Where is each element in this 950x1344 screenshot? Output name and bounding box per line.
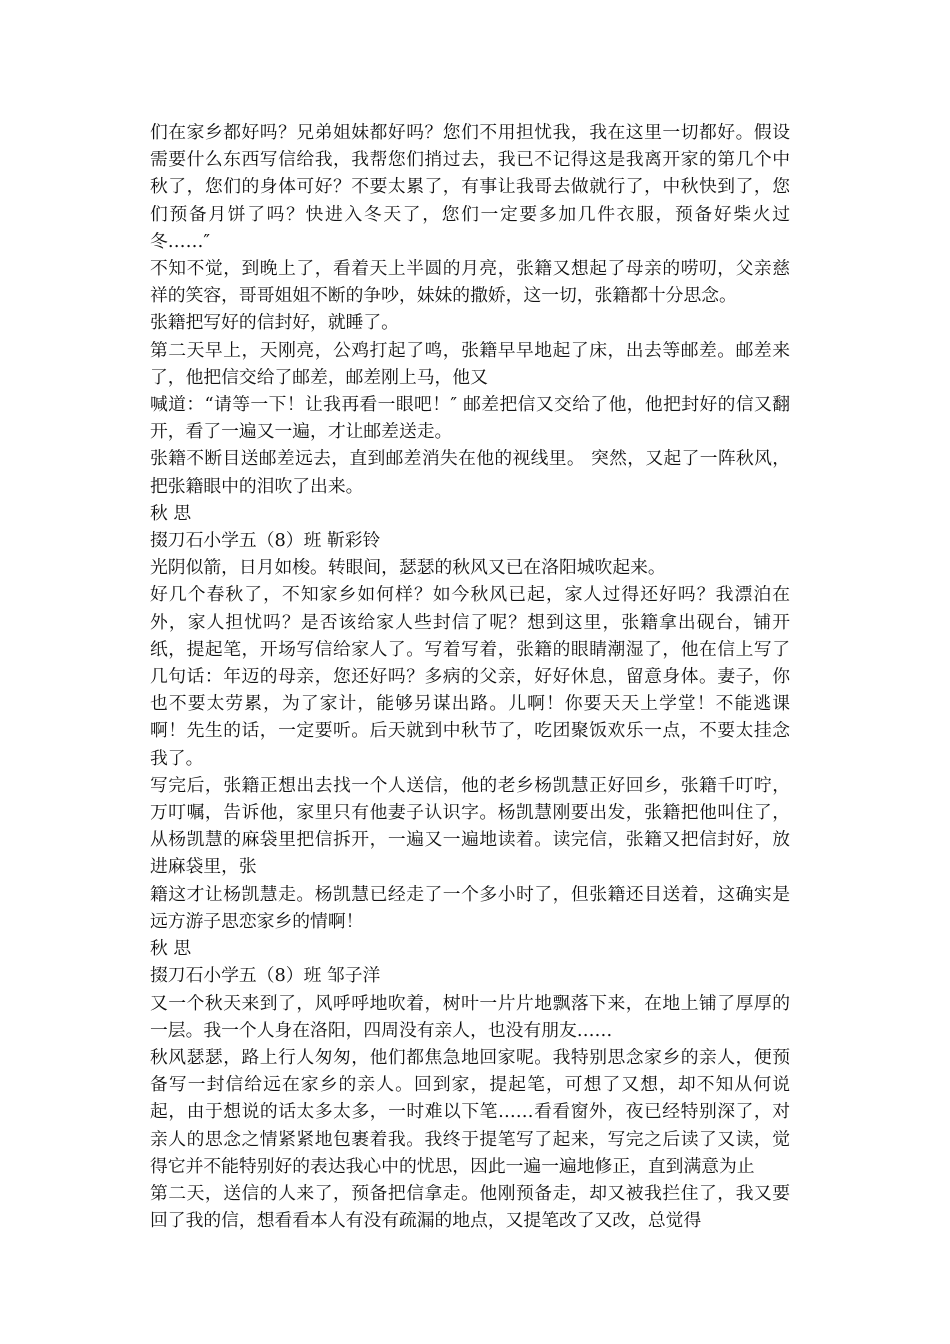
paragraph-letter-end: 们在家乡都好吗？兄弟姐妹都好吗？您们不用担忧我，我在这里一切都好。假设需要什么东西写信给我，我帮您们捎过去，我已不记得这是我离开家的第几个中秋了，您们的身体可好？不要太累了，有事让我哥去做就行了，中秋快到了，您们预备月饼了吗？快进入冬天了，您们一定要多加几件衣服，预备好柴火过冬……″ [150,122,790,252]
essay-author: 掇刀石小学五（8）班 邹子洋 [150,965,381,987]
paragraph-seal-letter: 张籍把写好的信封好，就睡了。 [150,312,399,334]
paragraph-opening: 光阴似箭，日月如梭。转眼间，瑟瑟的秋风又已在洛阳城吹起来。 [150,557,666,579]
document-page [150,119,790,1234]
essay-title: 秋 思 [150,502,192,524]
paragraph-missing-family: 秋风瑟瑟，路上行人匆匆，他们都焦急地回家呢。我特别思念家乡的亲人，便预备写一封信给远在家乡的亲人。回到家，提起笔，可想了又想，却不知从何说起，由于想说的话太多太多，一时难以下笔……看看窗外，夜已经特别深了，对亲人的思念之情紧紧地包裹着我。我终于提笔写了起来，写完之后读了又读，觉得它并不能特别好的表达我心中的忧思，因此一遍一遍地修正，直到满意为止 [150,1046,790,1177]
paragraph-shout: 喊道：“请等一下！让我再看一眼吧！″ 邮差把信又交给了他，他把封好的信又翻开，看了一遍又一遍，才让邮差送走。 [150,394,790,443]
paragraph-send-letter: 写完后，张籍正想出去找一个人送信，他的老乡杨凯慧正好回乡，张籍千叮咛，万叮嘱，告诉他，家里只有他妻子认识字。杨凯慧刚要出发，张籍把他叫住了，从杨凯慧的麻袋里把信拆开，一遍又一遍地读着。读完信，张籍又把信封好，放进麻袋里，张 [150,774,790,878]
paragraph-watch-leave: 籍这才让杨凯慧走。杨凯慧已经走了一个多小时了，但张籍还目送着，这确实是远方游子思恋家乡的情啊！ [150,883,790,932]
paragraph-autumn-arrives: 又一个秋天来到了，风呼呼地吹着，树叶一片片地飘落下来，在地上铺了厚厚的一层。我一个人身在洛阳，四周没有亲人，也没有朋友…… [150,992,790,1041]
paragraph-next-morning: 第二天早上，天刚亮，公鸡打起了鸣，张籍早早地起了床，出去等邮差。邮差来了，他把信交给了邮差，邮差刚上马，他又 [150,339,790,388]
paragraph-farewell: 张籍不断目送邮差远去，直到邮差消失在他的视线里。 突然，又起了一阵秋风，把张籍眼中的泪吹了出来。 [150,448,790,497]
paragraph-letter-writing: 好几个春秋了，不知家乡如何样？如今秋风已起，家人过得还好吗？我漂泊在外，家人担忧吗？是否该给家人些封信了呢？想到这里，张籍拿出砚台，铺开纸，提起笔，开场写信给家人了。写着写着，张籍的眼睛潮湿了，他在信上写了几句话：年迈的母亲，您还好吗？多病的父亲，好好休息，留意身体。妻子，你也不要太劳累，为了家计，能够另谋出路。儿啊！你要天天上学堂！不能逃课啊！先生的话，一定要听。后天就到中秋节了，吃团聚饭欢乐一点，不要太挂念我了。 [150,584,790,769]
paragraph-second-day: 第二天，送信的人来了，预备把信拿走。他刚预备走，却又被我拦住了，我又要回了我的信，想看看本人有没有疏漏的地点，又提笔改了又改，总觉得 [150,1182,790,1232]
essay-title: 秋 思 [150,938,192,960]
essay-author: 掇刀石小学五（8）班 靳彩铃 [150,530,381,552]
paragraph-evening: 不知不觉，到晚上了，看着天上半圆的月亮，张籍又想起了母亲的唠叨，父亲慈祥的笑容，哥哥姐姐不断的争吵，妹妹的撒娇，这一切，张籍都十分思念。 [150,258,790,307]
